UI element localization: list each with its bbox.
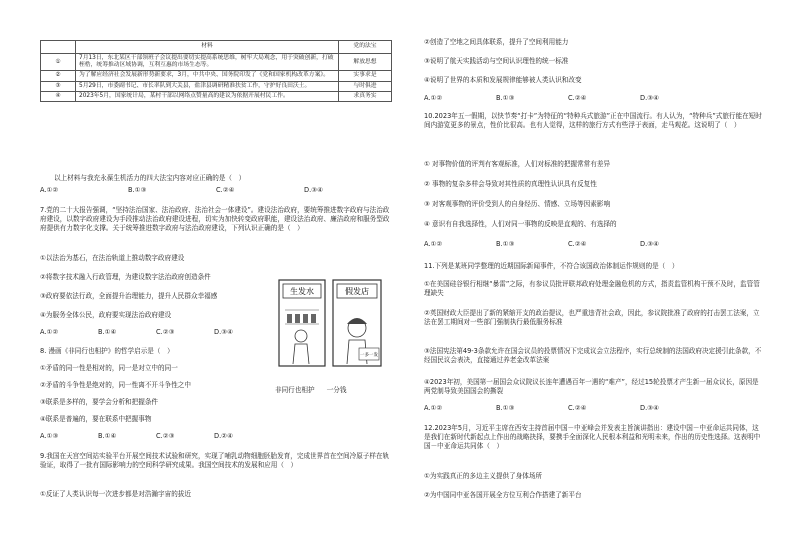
table-cell-index: ④: [41, 91, 76, 101]
q7-item-2: ②将数字技术融入行政管理，为建设数字法治政府创造条件: [40, 273, 211, 281]
q8-item-4: ④联系是普遍的，要在联系中把握事物: [40, 415, 152, 423]
table-cell-index: ①: [41, 54, 76, 71]
q11-item-1: ①在美国硅谷银行相继“暴雷”之际，有参议员批评联邦政府处理金融危机的方式，指责监管机构干预不及时，监管管理缺失: [424, 280, 760, 297]
q7-item-3: ③政府要依法行政，全面提升治理能力，提升人民群众幸福感: [40, 292, 218, 300]
table-cell-index: ③: [41, 81, 76, 91]
q9-option-b: B.①③: [496, 94, 515, 102]
table-cell-material: 7月13日，东北某区干部领班子会议提出要切实提高系统思维，树牢大局观念，用于突破创新，打破桎梏，统筹推动区域协调，互利互惠的市场生态等。: [76, 54, 339, 71]
table-row: [41, 91, 392, 101]
table-header-spirit: 党的法宝: [339, 41, 392, 54]
q10-option-a: A.①②: [424, 240, 443, 248]
q10-item-4: ④ 意识有自我选择性，人们对同一事物的反映是直观的、有选择的: [424, 220, 617, 228]
q7-option-d: D.③④: [214, 328, 233, 336]
table-header-row: [41, 41, 392, 54]
q9-option-c: C.②④: [568, 94, 587, 102]
q10-stem: 10.2023年五一假期，以快节奏“打卡”为特征的“特种兵式旅游”正在中国流行。有人认为，“特种兵”式旅行能在短时间内游览更多的景点，性价比很高。也有人觉得，这样的旅行方式有些浮于表面，走马观花。这说明了（ ）: [424, 112, 762, 129]
q10-option-c: C.②④: [568, 240, 587, 248]
q11-stem: 11.下列是某班同学整理的近期国际新闻事件，不符合该国政治体制运作规则的是（ ）: [424, 262, 679, 270]
q10-option-b: B.①③: [496, 240, 515, 248]
q9-item-2: ②创造了空地之间具体联系，提升了空间利用能力: [424, 38, 569, 46]
q7-stem: 7.党的二十大报告强调，“坚持法治国家、法治政府、法治社会一体建设”。建设法治政府，要统筹推进数字政府与法治政府建设，以数字政府建设为手段推动法治政府建设进程，切实为加快转变政府职能，建设法治政府、廉洁政府和服务型政府提供有力数字化支撑。关于统筹推进数字政府与法治政府建设，下列认识正确的是（ ）: [40, 206, 390, 232]
q11-item-4: ④2023年初，美国第一届国会众议院议长连年遭遇百年一遇的“难产”，经过15轮投票才产生新一届众议长，原因是两党制导致美国国会的撕裂: [424, 378, 759, 395]
cartoon-left-sign: 生发水: [290, 287, 314, 296]
table-cell-index: ②: [41, 71, 76, 81]
q7-option-a: A.①②: [40, 328, 59, 336]
q8-option-d: D.②④: [214, 432, 233, 440]
cartoon-right-sign: 假发店: [345, 287, 369, 296]
q10-item-2: ② 事物的复杂多样会导致对其性质的真理性认识具有反复性: [424, 180, 597, 188]
q8-stem: 8. 漫画《非同行也相护》的哲学启示是（ ）: [40, 347, 174, 355]
q12-stem: 12.2023年5月，习近平主席在西安主持首届中国－中亚峰会并发表主旨演讲指出：建设中国－中亚命运共同体，这是我们在新时代新起点上作出的战略抉择，要携手全面深化人民根本利益和光明未来，作出的历史性选择。这表明中国－中亚命运共同体（ ）: [424, 424, 761, 450]
cartoon-caption: [275, 384, 346, 394]
table-cell-spirit: 求真务实: [339, 91, 392, 101]
q8-option-b: B.①④: [98, 432, 117, 440]
table-row: [41, 71, 392, 81]
materials-table: [40, 40, 392, 102]
cartoon-illustration-icon: [275, 270, 385, 380]
q8-option-a: A.①③: [40, 432, 59, 440]
q7-item-4: ④为服务全体公民，政府要实现法治政府建设: [40, 311, 172, 319]
q8-item-3: ③联系是多样的，要学会分析和把握条件: [40, 398, 159, 406]
table-cell-spirit: 与时俱进: [339, 81, 392, 91]
table-cell-material: 为了解应经济社会发展新形势新要求，3月，中共中央、国务院印发了《党和国家机构改革方案》。: [76, 71, 339, 81]
table-cell-spirit: 解放思想: [339, 54, 392, 71]
q7-item-1: ①以法治为基石，在法治轨道上推动数字政府建设: [40, 254, 185, 262]
q11-option-b: B.①③: [496, 404, 515, 412]
q9-item-4: ④说明了世界的本质和发展规律能够被人类认识和改变: [424, 76, 582, 84]
q10-item-1: ① 对事物价值的评判有客观标准，人们对标准的把握常常有差异: [424, 160, 611, 168]
q6-stem: 以上材料与我充永葆生机活力的四大法宝内容对应正确的是（ ）: [54, 174, 246, 182]
table-header-material: 材料: [76, 41, 339, 54]
q6-option-a: A.①②: [40, 186, 59, 194]
table-row: [41, 54, 392, 71]
q12-item-2: ②为中国同中亚各国开展全方位互利合作搭建了新平台: [424, 491, 582, 499]
q8-item-1: ①矛盾的同一性是相对的，同一是对立中的同一: [40, 364, 178, 372]
q8-option-c: C.②③: [156, 432, 175, 440]
table-cell-material: 5月29日，市委副书记、市长率队到大关县，盐津县调研精准扶贫工作，守护好良田沃土。: [76, 81, 339, 91]
cartoon-caption-right: 一分钱: [326, 386, 347, 394]
q10-item-3: ③ 对客观事物的评价受到人的自身经历、情感、立场等因素影响: [424, 200, 611, 208]
q12-item-1: ①为实践真正的多边主义提供了身体场所: [424, 472, 543, 480]
q10-option-d: D.③④: [640, 240, 659, 248]
q9-item-1: ①反证了人类认识每一次进步都是对浩瀚宇宙的拔近: [40, 490, 191, 498]
q11-option-a: A.①②: [424, 404, 443, 412]
q6-option-d: D.③④: [304, 186, 323, 194]
q6-option-c: C.②④: [216, 186, 235, 194]
q11-option-c: C.②④: [568, 404, 587, 412]
q9-stem: 9.我国在天宫空间站实验平台开展空间技术试验和研究，实现了哺乳动物细胞胚胎发育，完成世界首在空间冷原子样在轨验证，取得了一批有国际影响力的空间科学研究成果。我国空间技术的发展和应用（ ）: [40, 452, 390, 469]
q11-item-3: ③法国宪法第49-3条款允许在国会议员的投票情况下完成议会立法程序，实行总统制的法国政府决定援引此条款，不经国民议会表决，直接通过养老金改革法案: [424, 347, 762, 364]
q9-option-a: A.①②: [424, 94, 443, 102]
table-header-index: [41, 41, 76, 54]
q9-option-d: D.③④: [640, 94, 659, 102]
cartoon-caption-left: 非同行也相护: [275, 386, 315, 394]
q11-item-2: ②英国财政大臣提出了新的紧缩开支的政治提议，也严重违背社会政，因此，参议院批准了政府的打击罢工法案，立法在罢工期间对一些部门强制执行最低服务标准: [424, 309, 760, 326]
table-cell-material: 2023年5月，国家统计局，某村干部以网络点赞量高的建议为依据开展村民工作。: [76, 91, 339, 101]
q7-option-b: B.①④: [98, 328, 117, 336]
cartoon-small-sign: 一多一发: [360, 353, 378, 358]
q6-option-b: B.①③: [128, 186, 147, 194]
q9-item-3: ③说明了航天实践活动与空间认识理性的统一标准: [424, 57, 569, 65]
q11-option-d: D.③④: [640, 404, 659, 412]
q8-item-2: ②矛盾的斗争性是绝对的，同一性离不开斗争性之中: [40, 381, 191, 389]
table-row: [41, 81, 392, 91]
q7-option-c: C.②③: [156, 328, 175, 336]
table-cell-spirit: 实事求是: [339, 71, 392, 81]
